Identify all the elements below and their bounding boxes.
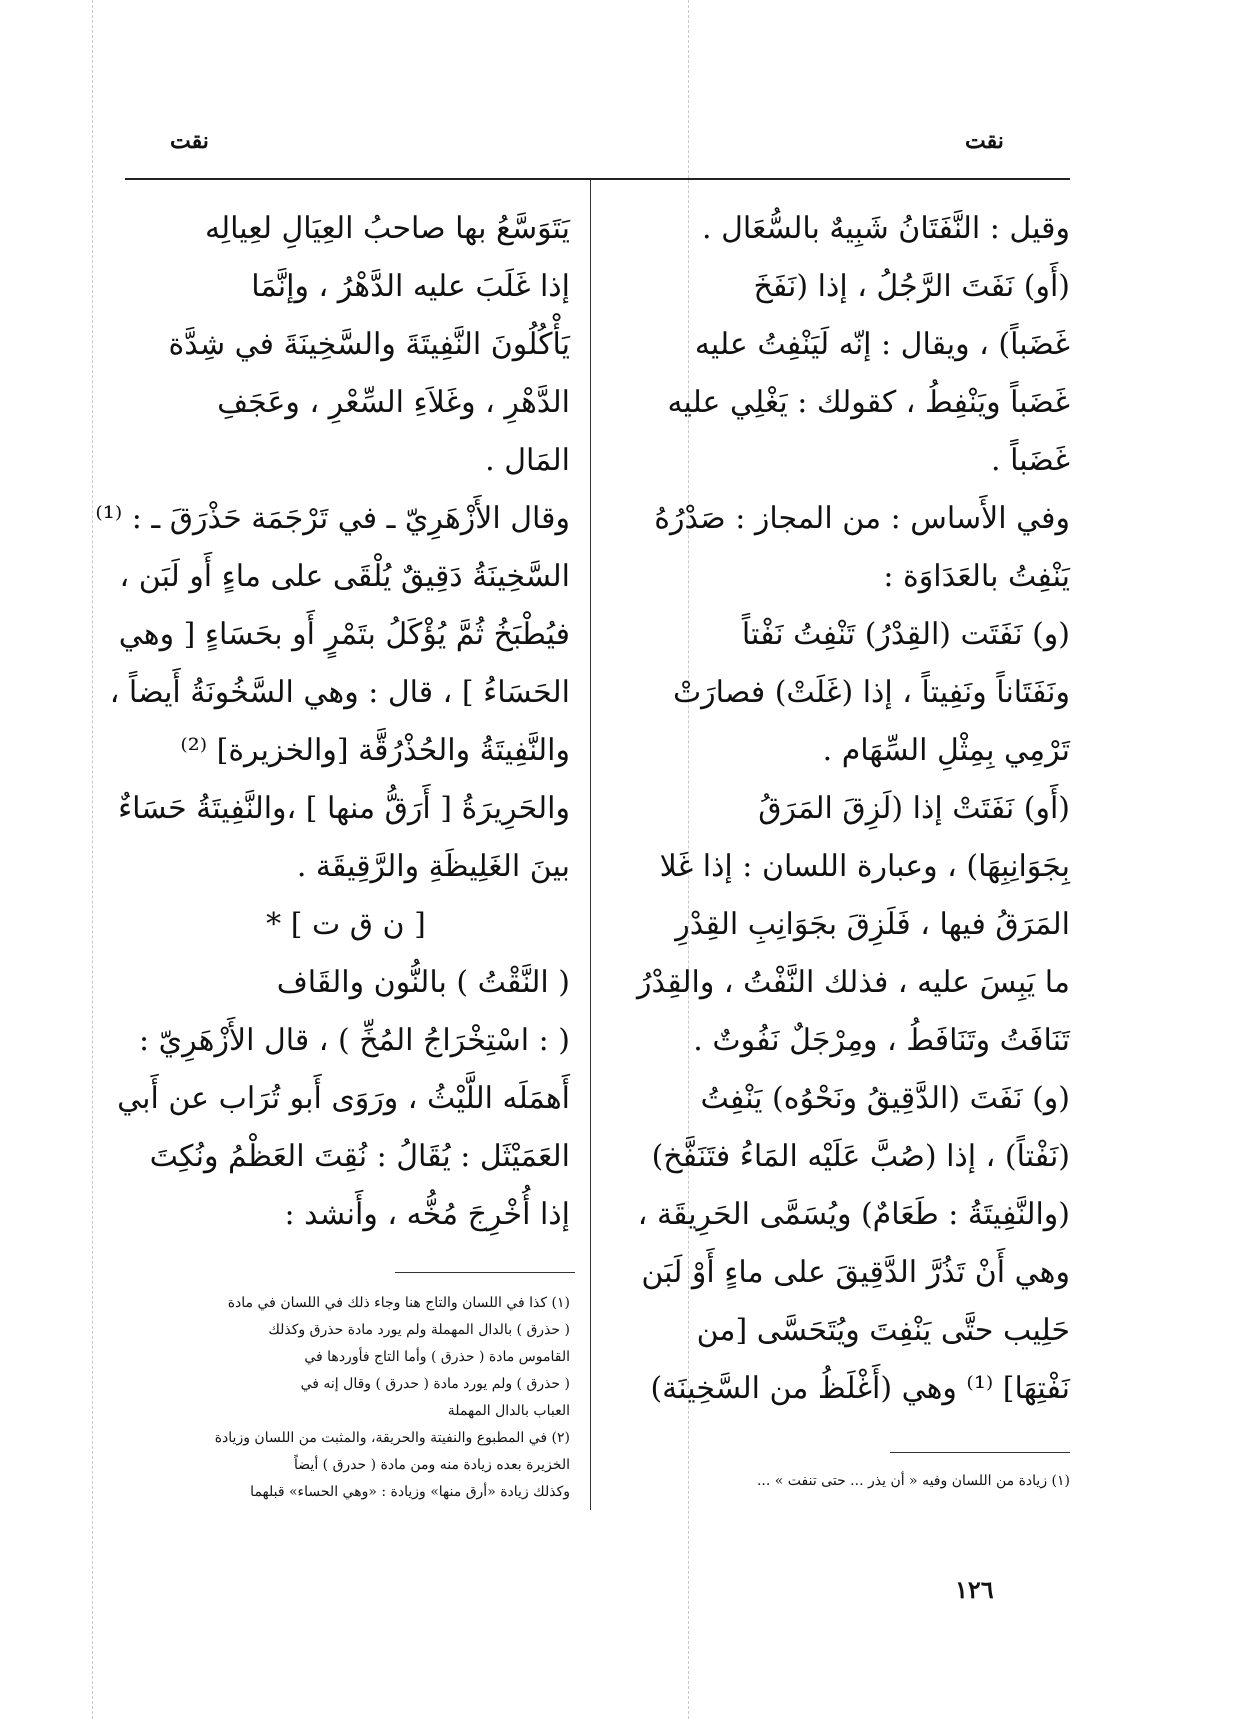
text-line: بينَ الغَلِيظَةِ والرَّقِيقَة . — [296, 849, 570, 884]
left-column — [95, 200, 570, 1244]
text-line: (أَو) نَفَتَتْ إذا (لَزِقَ المَرَقُ — [758, 791, 1070, 826]
footnote-rule-left — [395, 1272, 575, 1273]
text-line: وقال الأَزْهَرِيّ ـ في تَرْجَمَة حَذْرَقَ ـ : ⁽¹⁾ — [95, 501, 570, 536]
text-line: إذا أُخْرِجَ مُخُّه ، وأَنشد : — [284, 1197, 570, 1232]
footnote-line: الخزيرة بعده زيادة منه ومن مادة ( حدرق ) أيضاً — [294, 1457, 570, 1473]
footnote-line: ( حذرق ) ولم يورد مادة ( حدرق ) وقال إنه في — [300, 1376, 570, 1392]
text-line: العَمَيْثَل : يُقَالُ : نُقِتَ العَظْمُ ونُكِتَ — [149, 1139, 570, 1174]
footnotes-right — [620, 1468, 1070, 1495]
text-line: وقيل : النَّفَتَانُ شَبِيهٌ بالسُّعَال . — [702, 211, 1070, 246]
entry-heading: [ ن ق ت ] * — [266, 907, 426, 942]
running-head-right: نقت — [965, 128, 1004, 154]
text-line: والحَرِيرَةُ [ أَرَقُّ منها ] ،والنَّفِيتَةُ حَسَاءٌ — [118, 791, 570, 826]
footnote-line: ( حذرق ) بالدال المهملة ولم يورد مادة حذرق وكذلك — [268, 1322, 570, 1338]
text-line: (والنَّفِيتَةُ : طَعَامٌ) ويُسَمَّى الحَرِيقَة ، — [637, 1197, 1070, 1232]
header-rule — [125, 178, 1070, 180]
text-line: الدَّهْرِ ، وغَلاَءِ السِّعْرِ ، وعَجَفِ — [217, 385, 570, 420]
footnote-line: (٢) في المطبوع والنفيتة والحريقة، والمثبت من اللسان وزيادة — [214, 1430, 570, 1446]
text-line: الحَسَاءُ ] ، قال : وهي السَّخُونَةُ أَيضاً ، — [109, 675, 570, 710]
text-line: ما يَبِسَ عليه ، فذلك النَّفْتُ ، والقِدْرُ — [637, 965, 1070, 1000]
text-line: يَتَوَسَّعُ بها صاحبُ العِيَالِ لعِيالِه — [204, 211, 570, 246]
text-line: غَضَباً . — [991, 443, 1070, 478]
text-line: (نَفْتاً) ، إذا (صُبَّ عَلَيْه المَاءُ فتَنَفَّخ) — [651, 1139, 1070, 1174]
footnotes-left — [122, 1290, 570, 1506]
text-line: حَلِيب حتَّى يَنْفِتَ ويُتَحَسَّى [من — [696, 1313, 1070, 1348]
text-line: أَهمَلَه اللَّيْثُ ، ورَوَى أَبو تُرَاب عن أَبي — [117, 1081, 570, 1116]
text-line: غَضَباً) ، ويقال : إنّه لَيَنْفِتُ عليه — [694, 327, 1070, 362]
right-column — [620, 200, 1070, 1418]
text-line: تَرْمِي بِمِثْلِ السِّهَام . — [822, 733, 1070, 768]
text-line: يَنْفِتُ بالعَدَاوَة : — [883, 559, 1070, 594]
text-line: إذا غَلَبَ عليه الدَّهْرُ ، وإنَّمَا — [251, 269, 570, 304]
running-head-left: نقت — [170, 128, 209, 154]
footnote-line: وكذلك زيادة «أرق منها» وزيادة : «وهي الحساء» قبلهما — [250, 1484, 570, 1500]
text-line: السَّخِينَةُ دَقِيقٌ يُلْقَى على ماءٍ أَو لَبَن ، — [119, 559, 570, 594]
text-line: المَرَقُ فيها ، فَلَزِقَ بجَوَانِبِ القِدْرِ — [675, 907, 1070, 942]
text-line: ( : اسْتِخْرَاجُ المُخِّ ) ، قال الأَزْهَرِيّ : — [139, 1023, 570, 1058]
text-line: (و) نَفَتَ (الدَّقِيقُ ونَحْوُه) يَنْفِتُ — [700, 1081, 1070, 1116]
footnote-rule-right — [890, 1452, 1070, 1453]
footnote-line: العباب بالدال المهملة — [447, 1403, 570, 1419]
text-line: وهي أَنْ تَذُرَّ الدَّقِيقَ على ماءٍ أَوْ لَبَن — [641, 1255, 1070, 1290]
footnote-line: القاموس مادة ( حذرق ) وأما التاج فأوردها في — [304, 1349, 570, 1365]
footnote-line: (١) زيادة من اللسان وفيه « أن يذر ... حتى تنفت » ... — [756, 1473, 1070, 1489]
text-line: تَنَافَتُ وتَنَافَطُ ، ومِرْجَلٌ نَفُوتٌ . — [693, 1023, 1070, 1058]
text-line: ( النَّقْتُ ) بالنُّون والقَاف — [276, 965, 570, 1000]
text-line: وفي الأَساس : من المجاز : صَدْرُهُ — [654, 501, 1070, 536]
text-line: والنَّفِيتَةُ والحُذْرُقَّة [والخزيرة] ⁽²⁾ — [180, 733, 570, 768]
text-line: يَأْكُلُونَ النَّفِيتَةَ والسَّخِينَةَ في شِدَّة — [168, 327, 570, 362]
text-line: نَفْتِهَا] ⁽¹⁾ وهي (أَغْلَظُ من السَّخِينَة) — [650, 1371, 1070, 1406]
text-line: (و) نَفَتَت (القِدْرُ) تَنْفِتُ نَفْتاً — [741, 617, 1070, 652]
text-line: فيُطْبَخُ ثُمَّ يُؤْكَلُ بتَمْرٍ أَو بحَسَاءٍ [ وهي — [118, 617, 570, 652]
footnote-line: (١) كذا في اللسان والتاج هنا وجاء ذلك في اللسان في مادة — [227, 1295, 570, 1311]
text-line: (أَو) نَفَتَ الرَّجُلُ ، إذا (نَفَخَ — [753, 269, 1070, 304]
text-line: بِجَوَانِبِهَا) ، وعبارة اللسان : إذا غَلا — [659, 849, 1070, 884]
text-line: ونَفَتَاناً ونَفِيتاً ، إذا (غَلَتْ) فصارَتْ — [672, 675, 1070, 710]
scan-artifact-line — [92, 0, 93, 1719]
text-line: المَال . — [485, 443, 570, 478]
page-number: ١٢٦ — [955, 1575, 994, 1604]
column-separator — [590, 180, 591, 1510]
text-line: غَضَباً ويَنْفِطُ ، كقولك : يَغْلِي عليه — [667, 385, 1070, 420]
